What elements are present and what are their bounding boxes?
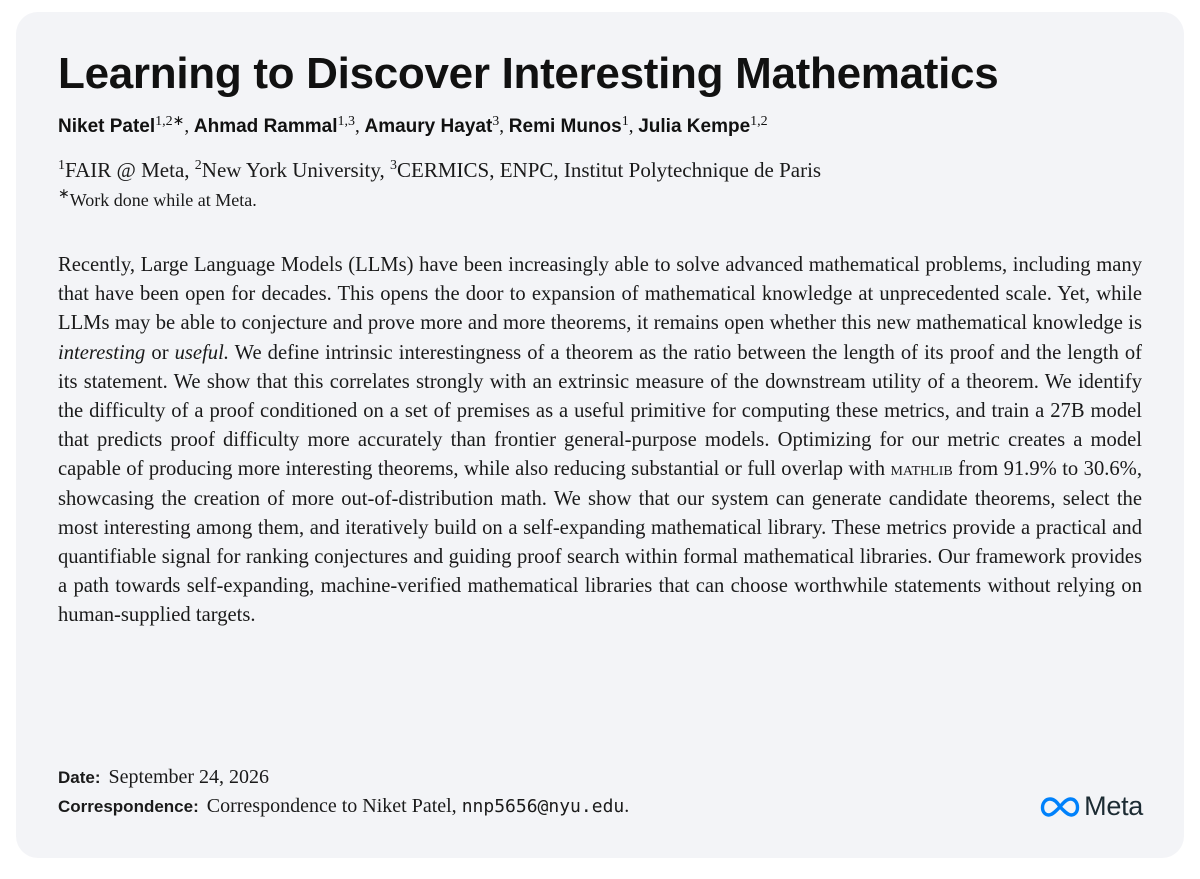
date-row: [58, 763, 269, 792]
author-affiliation-marker: 1,3: [337, 114, 355, 129]
footnote-text: Work done while at Meta.: [69, 190, 257, 210]
abstract-text: We define intrinsic interestingness of a theorem as the ratio between the length of its proof and the length of its statement. We show that this correlates strongly with an extrinsic measure of the downstream utility of a theorem. We identify the difficulty of a proof conditioned on a set of premises as a useful primitive for computing these metrics, and train a 27B model that predicts proof difficulty more accurately than frontier general-purpose models. Optimizing for our metric creates a model capable of producing more interesting theorems, while also reducing substantial or full overlap with: [58, 341, 1143, 481]
affiliation-name: CERMICS, ENPC, Institut Polytechnique de Paris: [397, 158, 822, 182]
affiliation-marker: 1: [58, 158, 65, 173]
correspondence-label: Correspondence:: [58, 797, 199, 816]
author-name: Remi Munos: [508, 116, 622, 137]
author-affiliation-marker: 3: [492, 114, 500, 129]
affiliation-name: New York University: [201, 158, 380, 182]
correspondence-text: Correspondence to Niket Patel,: [206, 795, 462, 817]
author-affiliation-marker: 1,2: [750, 114, 768, 129]
meta-logo-text: Meta: [1084, 791, 1143, 821]
abstract-emphasis: useful.: [174, 341, 229, 364]
author-list: Niket Patel$^{1,2∗}$, Ahmad Rammal$^{1,3}$, Amaury Hayat$^3$, Remi Munos$^1$, Julia Kempe$^{1,2}$: [58, 114, 768, 137]
correspondence-email[interactable]: nnp5656@nyu.edu: [461, 796, 625, 817]
author-affiliation-marker: 1,2∗: [155, 114, 185, 129]
footnote-marker: ∗: [58, 187, 70, 202]
meta-logo: [1040, 791, 1143, 822]
paper-title: Learning to Discover Interesting Mathematics: [58, 49, 999, 98]
affiliation-list: $^1$FAIR @ Meta, $^2$New York University, $^3$CERMICS, ENPC, Institut Polytechnique de Paris: [58, 158, 822, 182]
abstract-text: Recently, Large Language Models (LLMs) have been increasingly able to solve advanced mathematical problems, including many that have been open for decades. This opens the door to expansion of mathematical knowledge at unprecedented scale. Yet, while LLMs may be able to conjecture and prove more and more theorems, it remains open whether this new mathematical knowledge is: [58, 254, 1142, 335]
correspondence-row: [58, 792, 629, 821]
abstract-text: from 91.9% to 30.6%, showcasing the creation of more out-of-distribution math. We show that our system can generate candidate theorems, select the most interesting among them, and iteratively build on a self-expanding mathematical library. These metrics provide a practical and quantifiable signal for ranking conjectures and guiding proof search within formal mathematical libraries. Our framework provides a path towards self-expanding, machine-verified mathematical libraries that can choose worthwhile statements without relying on human-supplied targets.: [58, 458, 1142, 627]
affiliation-name: FAIR @ Meta: [65, 158, 185, 182]
abstract-text: or: [145, 341, 175, 364]
author-name: Amaury Hayat: [364, 116, 493, 137]
meta-infinity-icon: [1040, 796, 1080, 818]
footnote: [58, 187, 257, 213]
correspondence-end: .: [624, 795, 630, 817]
author-affiliation-marker: 1: [621, 114, 629, 129]
author-name: Ahmad Rammal: [193, 116, 338, 137]
affiliation-marker: 2: [194, 158, 202, 173]
mathlib-term: mathlib: [890, 458, 953, 481]
author-name: Julia Kempe: [638, 116, 751, 137]
abstract: [58, 251, 1142, 631]
affiliation-marker: 3: [390, 158, 398, 173]
author-name: Niket Patel: [58, 116, 156, 137]
date-label: Date:: [58, 768, 101, 787]
abstract-emphasis: interesting: [58, 341, 146, 364]
date-value: September 24, 2026: [108, 766, 270, 788]
